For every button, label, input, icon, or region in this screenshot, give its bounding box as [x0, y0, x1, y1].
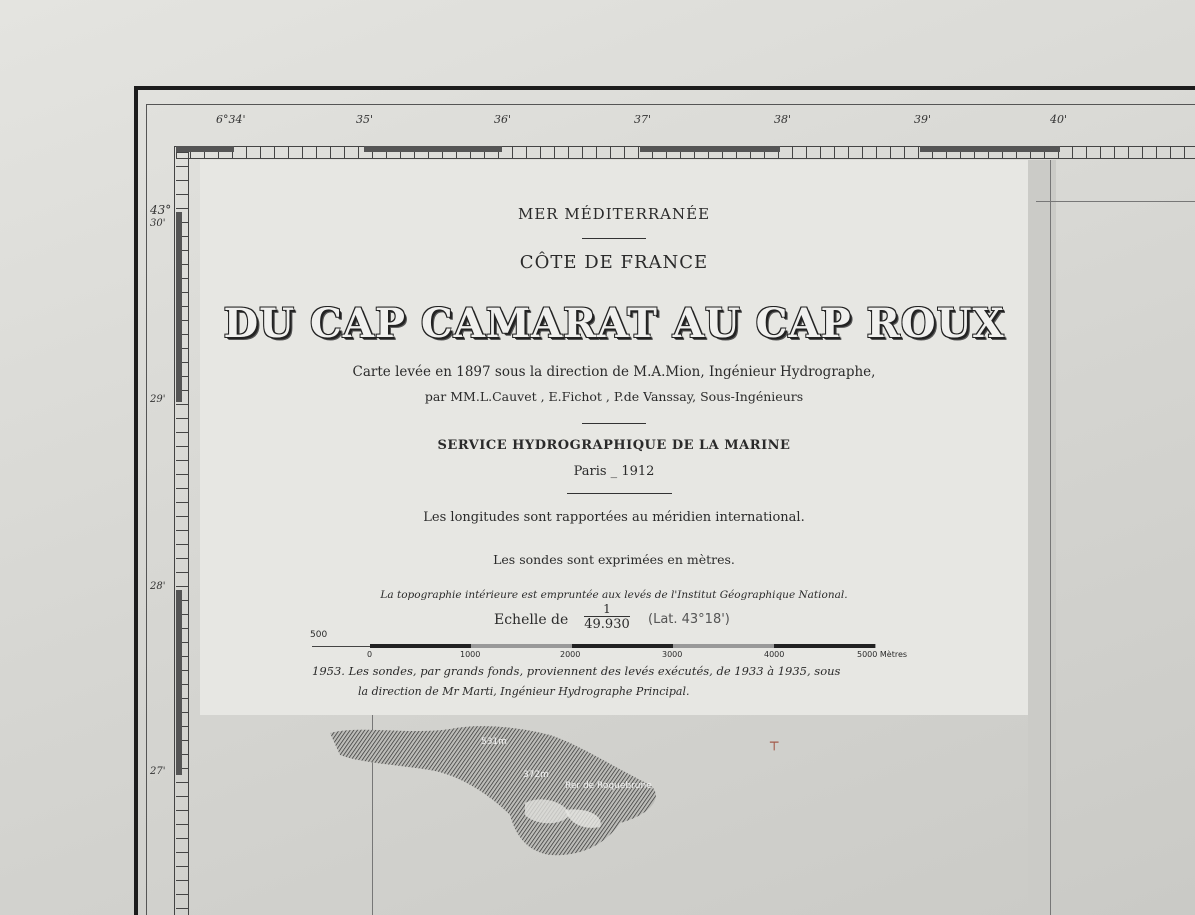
longitude-label: 39' [914, 113, 932, 126]
latitude-label: 28' [150, 581, 166, 592]
graduation-band [640, 146, 780, 152]
place-date: Paris _ 1912 [573, 464, 655, 479]
ornament-rule [582, 238, 646, 239]
scale-label: Echelle de [494, 612, 569, 628]
scale-tick: 0 [367, 650, 373, 659]
longitudes-note: Les longitudes sont rapportées au méridien international. [423, 510, 805, 525]
longitude-label: 37' [634, 113, 652, 126]
longitude-label: 36' [494, 113, 512, 126]
scale-bar [370, 644, 876, 648]
graduation-band [176, 590, 182, 775]
spot-height: 531m [481, 737, 507, 747]
ornament-rule [582, 423, 646, 424]
longitude-label: 6°34' [216, 113, 246, 126]
scale-tick: 2000 [560, 650, 581, 659]
longitude-label: 35' [356, 113, 374, 126]
coast-name: CÔTE DE FRANCE [519, 252, 709, 273]
latitude-label: 43° [150, 203, 172, 217]
note-1953-line-2: la direction de Mr Marti, Ingénieur Hydrographe Principal. [358, 685, 690, 698]
meridian-line [1050, 160, 1051, 915]
survey-mark-icon: ┬ [770, 735, 779, 751]
scale-bar-extension [312, 646, 370, 647]
publisher: SERVICE HYDROGRAPHIQUE DE LA MARINE [437, 438, 791, 453]
longitude-label: 40' [1050, 113, 1068, 126]
survey-credit-2: par MM.L.Cauvet , E.Fichot , P.de Vanssay, Sous-Ingénieurs [424, 389, 804, 404]
graduation-band [364, 146, 502, 152]
survey-credit-1: Carte levée en 1897 sous la direction de M.A.Mion, Ingénieur Hydrographe, [352, 364, 876, 380]
graduation-band [920, 146, 1060, 152]
graduation-band [176, 212, 182, 402]
rock-label: Rer de Roquebrune [565, 781, 652, 791]
longitude-label: 38' [774, 113, 792, 126]
scale-tick: 500 [310, 630, 328, 640]
parallel-line [1036, 201, 1195, 202]
scale-fraction [584, 602, 630, 632]
spot-height: 372m [523, 770, 549, 780]
scale-tick: 5000 Mètres [857, 650, 908, 659]
latitude-label: 29' [150, 394, 166, 405]
scale-tick: 4000 [764, 650, 785, 659]
scale-tick: 1000 [460, 650, 481, 659]
soundings-note: Les sondes sont exprimées en mètres. [493, 552, 735, 567]
topography-note: La topographie intérieure est empruntée aux levés de l'Institut Géographique National. [380, 589, 848, 601]
scale-numerator: 1 [603, 602, 611, 616]
ornament-rule [567, 493, 672, 494]
chart-title: DU CAP CAMARAT AU CAP ROUX [223, 300, 1005, 347]
latitude-label: 30' [150, 218, 166, 229]
scale-tick: 3000 [662, 650, 683, 659]
sea-name: MER MÉDITERRANÉE [517, 205, 711, 223]
latitude-label: 27' [150, 766, 166, 777]
scale-denominator: 49.930 [584, 617, 630, 632]
note-1953-line-1: 1953. Les sondes, par grands fonds, proviennent des levés exécutés, de 1933 à 1935, sous [312, 664, 841, 678]
map-shaded-band [1028, 160, 1056, 915]
scale-latitude: (Lat. 43°18') [648, 612, 730, 627]
